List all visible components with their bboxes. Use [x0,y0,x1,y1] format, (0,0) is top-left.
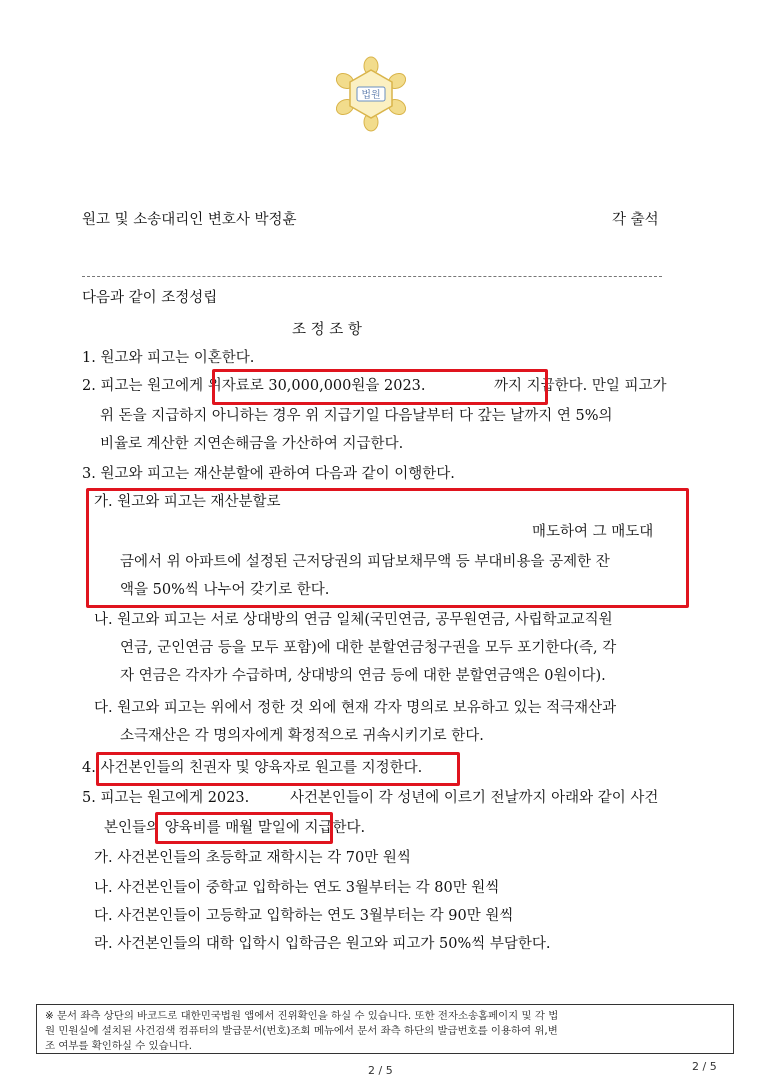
clause-5a: 가. 사건본인들의 초등학교 재학시는 각 70만 원씩 [94,850,411,866]
clause-3a-line3: 금에서 위 아파트에 설정된 근저당권의 피담보채무액 등 부대비용을 공제한 잔 [120,554,610,570]
clause-3b-line3: 자 연금은 각자가 수급하며, 상대방의 연금 등에 대한 분할연금액은 0원이다). [120,668,606,684]
divider-dashed [82,276,662,277]
footer-notice [36,1004,734,1054]
clause-3c-line1: 다. 원고와 피고는 위에서 정한 것 외에 현재 각자 명의로 보유하고 있는 적극재산과 [94,700,617,716]
clause-2-line1-a: 2. 피고는 원고에게 위자료로 30,000,000원을 2023. [82,378,426,394]
clause-2-line2: 위 돈을 지급하지 아니하는 경우 위 지급기일 다음날부터 다 갚는 날까지 연 5%의 [100,408,613,424]
page-number-right: 2 / 5 [692,1060,717,1073]
attendance-parties: 원고 및 소송대리인 변호사 박정훈 [82,212,297,228]
highlight-child-support [155,812,333,844]
footer-notice-line2: 원 민원실에 설치된 사건검색 컴퓨터의 발급문서(번호)조회 메뉴에서 문서 좌측 하단의 발급번호를 이용하여 위,변 [45,1025,558,1037]
footer-notice-line1: ※ 문서 좌측 상단의 바코드로 대한민국법원 앱에서 진위확인을 하실 수 있습니다. 또한 전자소송홈페이지 및 각 법 [45,1010,559,1022]
clause-2-line1-b: 까지 지급한다. 만일 피고가 [494,378,667,394]
intro-text: 다음과 같이 조정성립 [82,290,218,306]
clause-3b-line1: 나. 원고와 피고는 서로 상대방의 연금 일체(국민연금, 공무원연금, 사립학교교직원 [94,612,613,628]
clause-3b-line2: 연금, 군인연금 등을 모두 포함)에 대한 분할연금청구권을 모두 포기한다(즉, 각 [120,640,617,656]
page-number-center: 2 / 5 [368,1064,393,1077]
clause-5d: 라. 사건본인들의 대학 입학시 입학금은 원고와 피고가 50%씩 부담한다. [94,936,551,952]
clause-1: 1. 원고와 피고는 이혼한다. [82,350,255,366]
clause-3: 3. 원고와 피고는 재산분할에 관하여 다음과 같이 이행한다. [82,466,455,482]
clause-3a-line2: 매도하여 그 매도대 [532,524,654,540]
footer-notice-line3: 조 여부를 확인하실 수 있습니다. [45,1040,192,1052]
clause-5-line1-b: 사건본인들이 각 성년에 이르기 전날까지 아래와 같이 사건 [290,790,659,806]
clause-5c: 다. 사건본인들이 고등학교 입학하는 연도 3월부터는 각 90만 원씩 [94,908,514,924]
attendance-status: 각 출석 [612,212,659,228]
highlight-custody [96,752,460,786]
clause-4: 4. 사건본인들의 친권자 및 양육자로 원고를 지정한다. [82,760,423,776]
svg-text:법원: 법원 [361,90,381,101]
court-seal-icon [336,56,406,132]
clause-5b: 나. 사건본인들이 중학교 입학하는 연도 3월부터는 각 80만 원씩 [94,880,500,896]
clause-5-line2: 본인들의 양육비를 매월 말일에 지급한다. [104,820,366,836]
highlight-property-division [86,488,689,608]
clause-3a-line1: 가. 원고와 피고는 재산분할로 [94,494,281,510]
clause-2-line3: 비율로 계산한 지연손해금을 가산하여 지급한다. [100,436,404,452]
section-title: 조 정 조 항 [292,322,362,338]
clause-3c-line2: 소극재산은 각 명의자에게 확정적으로 귀속시키기로 한다. [120,728,484,744]
highlight-alimony [212,369,548,405]
clause-3a-line4: 액을 50%씩 나누어 갖기로 한다. [120,582,330,598]
clause-5-line1-a: 5. 피고는 원고에게 2023. [82,790,250,806]
